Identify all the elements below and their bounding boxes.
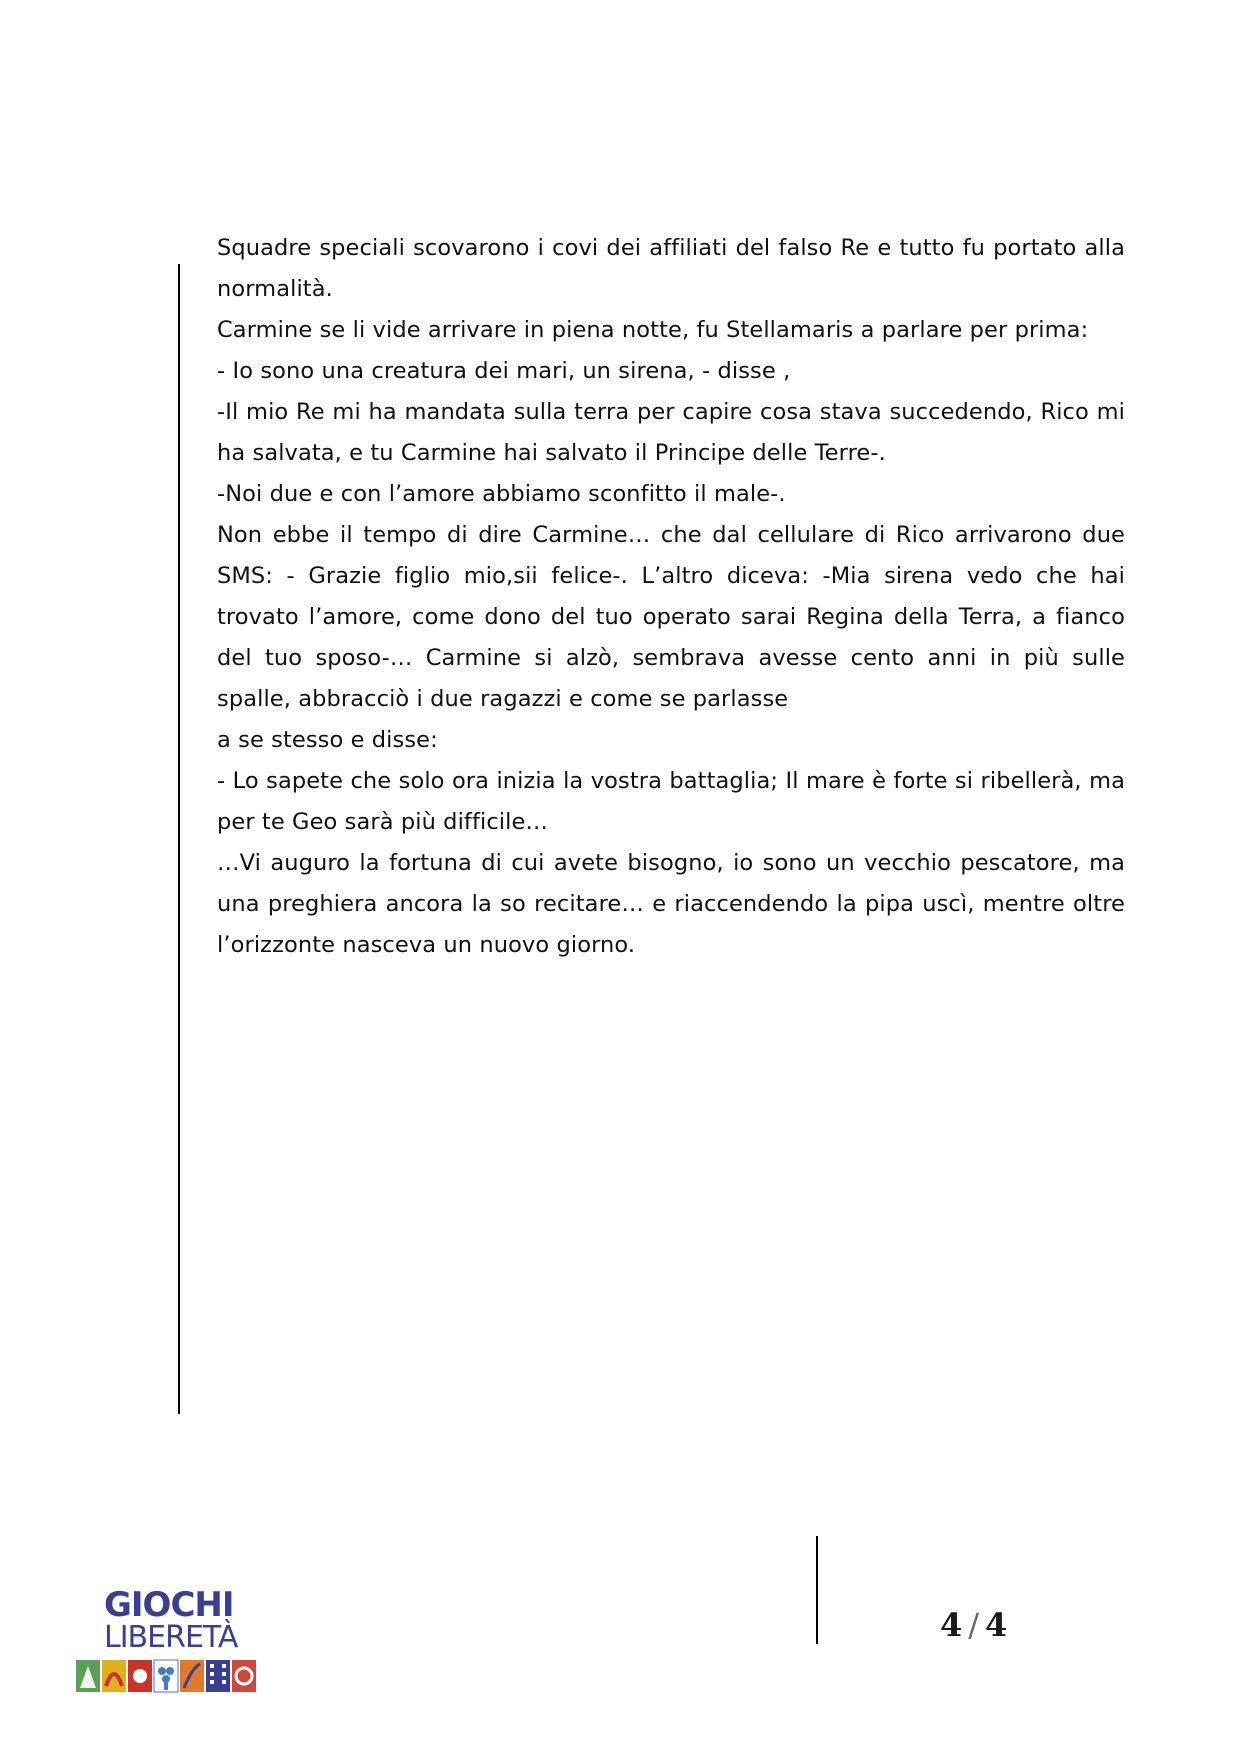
logo-line-1: GIOCHI <box>104 1585 234 1625</box>
logo-tiles-icon <box>76 1658 286 1694</box>
page-separator: / <box>968 1606 980 1644</box>
paragraph: Squadre speciali scovarono i covi dei affiliati del falso Re e tutto fu portato alla normalità. <box>217 235 1125 302</box>
page-number <box>940 1606 1080 1644</box>
logo-line-2: LIBERETÀ <box>104 1620 238 1655</box>
document-body <box>217 228 1125 966</box>
paragraph: -Noi due e con l’amore abbiamo sconfitto il male-. <box>217 481 786 507</box>
paragraph: - Lo sapete che solo ora inizia la vostra battaglia; Il mare è forte si ribellerà, ma per te Geo sarà più difficile… <box>217 768 1125 835</box>
paragraph: …Vi auguro la fortuna di cui avete bisogno, io sono un vecchio pescatore, ma una preghiera ancora la so recitare… e riaccendendo la pipa uscì, mentre oltre l’orizzonte nasceva un nuovo giorno. <box>217 850 1125 958</box>
paragraph: Non ebbe il tempo di dire Carmine… che dal cellulare di Rico arrivarono due SMS: - Grazie figlio mio,sii felice-. L’altro diceva: -Mia sirena vedo che hai trovato l’amore, come dono del tuo operato sarai Regina della Terra, a fianco del tuo sposo-… Carmine si alzò, sembrava avesse cento anni in più sulle spalle, abbracciò i due ragazzi e come se parlasse <box>217 522 1125 712</box>
logo-wordmark <box>104 1585 304 1655</box>
footer-divider <box>816 1536 818 1644</box>
paragraph: Carmine se li vide arrivare in piena notte, fu Stellamaris a parlare per prima: <box>217 317 1089 343</box>
giochi-liberetà-logo <box>76 1585 288 1700</box>
paragraph: - Io sono una creatura dei mari, un sirena, - disse , <box>217 358 791 384</box>
page-total: 4 <box>985 1606 1008 1644</box>
paragraph: a se stesso e disse: <box>217 727 438 753</box>
paragraph: -Il mio Re mi ha mandata sulla terra per capire cosa stava succedendo, Rico mi ha salvata, e tu Carmine hai salvato il Principe delle Terre-. <box>217 399 1125 466</box>
page-current: 4 <box>940 1606 963 1644</box>
left-margin-rule <box>178 264 180 1414</box>
